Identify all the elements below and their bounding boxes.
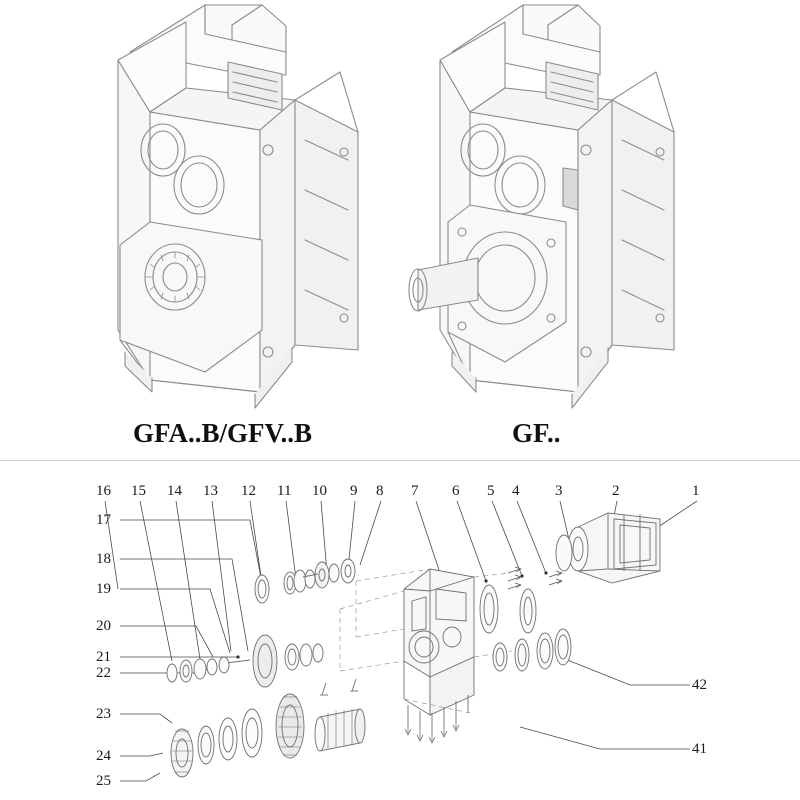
caption-right: GF.. (512, 418, 561, 448)
callout-20: 20 (96, 618, 111, 634)
callout-5: 5 (487, 483, 495, 499)
part-gear-lower (171, 679, 365, 777)
callout-23: 23 (96, 706, 111, 722)
callout-7: 7 (411, 483, 419, 499)
exploded-parts-drawing (0, 461, 800, 800)
part-shaft-upper (255, 559, 355, 603)
callout-41: 41 (692, 741, 707, 757)
callout-9: 9 (350, 483, 358, 499)
gearbox-view-left (118, 5, 358, 408)
callout-17: 17 (96, 512, 111, 528)
callout-3: 3 (555, 483, 563, 499)
gearbox-view-right (409, 5, 674, 408)
callout-24: 24 (96, 748, 111, 764)
callout-13: 13 (203, 483, 218, 499)
part-rings-right (480, 585, 571, 671)
part-housing (404, 569, 474, 743)
callout-21: 21 (96, 649, 111, 665)
callout-42: 42 (692, 677, 707, 693)
caption-left: GFA..B/GFV..B (133, 418, 313, 448)
callout-14: 14 (167, 483, 182, 499)
callout-6: 6 (452, 483, 460, 499)
callout-4: 4 (512, 483, 520, 499)
callout-19: 19 (96, 581, 111, 597)
callout-11: 11 (277, 483, 292, 499)
part-gear-mid (167, 635, 323, 687)
callout-8: 8 (376, 483, 384, 499)
callout-25: 25 (96, 773, 111, 789)
callout-12: 12 (241, 483, 256, 499)
exploded-diagram (0, 461, 800, 800)
part-motor-adapter (556, 513, 660, 583)
callout-10: 10 (312, 483, 327, 499)
callout-15: 15 (131, 483, 146, 499)
callout-18: 18 (96, 551, 111, 567)
callout-22: 22 (96, 665, 111, 681)
callout-2: 2 (612, 483, 620, 499)
callout-16: 16 (96, 483, 111, 499)
callout-1: 1 (692, 483, 700, 499)
